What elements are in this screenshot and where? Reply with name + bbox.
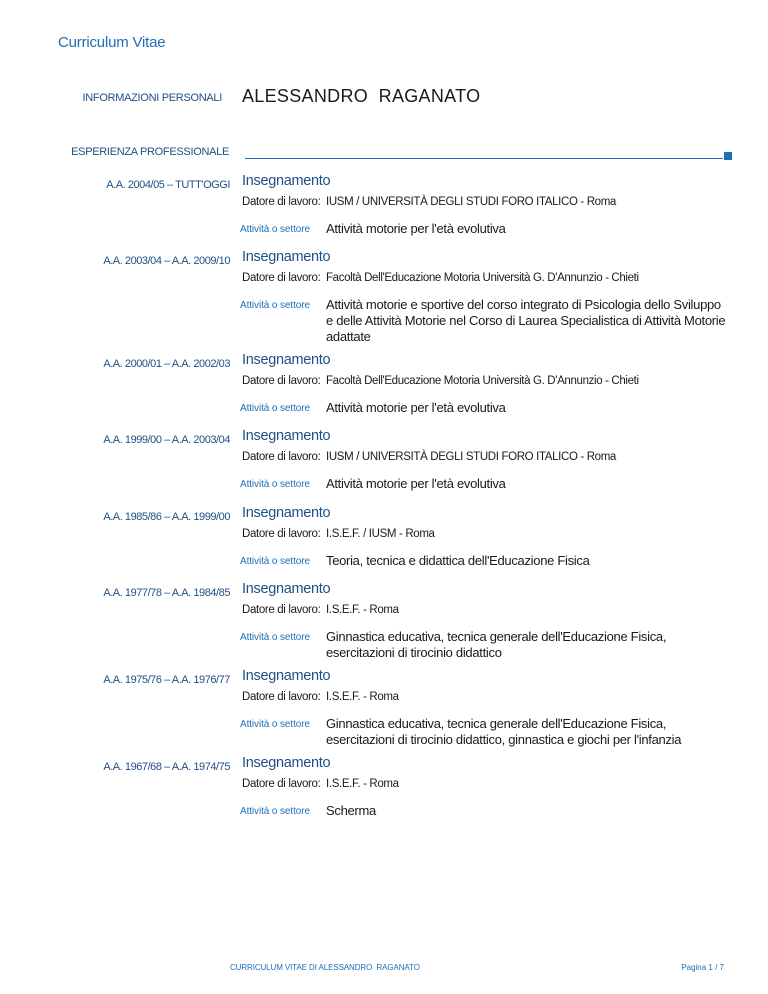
entry-role: Insegnamento <box>242 755 331 771</box>
document-title: Curriculum Vitae <box>58 34 166 51</box>
entry-date: A.A. 1967/68 – A.A. 1974/75 <box>103 761 230 773</box>
employer-line <box>242 451 616 463</box>
entry-role: Insegnamento <box>242 249 331 265</box>
employer-label: Datore di lavoro: <box>242 528 321 540</box>
activity-label: Attività o settore <box>240 403 310 414</box>
employer-name: Facoltà Dell'Educazione Motoria Università G. D'Annunzio - Chieti <box>326 375 639 387</box>
experience-section-heading: ESPERIENZA PROFESSIONALE <box>71 146 229 158</box>
employer-name: I.S.E.F. - Roma <box>326 691 399 703</box>
entry-date: A.A. 1977/78 – A.A. 1984/85 <box>103 587 230 599</box>
employer-name: IUSM / UNIVERSITÀ DEGLI STUDI FORO ITALICO - Roma <box>326 451 616 463</box>
employer-label: Datore di lavoro: <box>242 375 321 387</box>
employer-line <box>242 196 616 208</box>
employer-line <box>242 272 639 284</box>
footer-document-name: CURRICULUM VITAE DI ALESSANDRO RAGANATO <box>230 963 420 972</box>
footer-page-number: Pagina 1 / 7 <box>681 963 724 972</box>
employer-line <box>242 604 399 616</box>
employer-name: I.S.E.F. / IUSM - Roma <box>326 528 435 540</box>
employer-name: I.S.E.F. - Roma <box>326 778 399 790</box>
entry-date: A.A. 2000/01 – A.A. 2002/03 <box>103 358 230 370</box>
activity-text: Attività motorie per l'età evolutiva <box>326 400 506 415</box>
activity-text: Teoria, tecnica e didattica dell'Educazione Fisica <box>326 553 590 568</box>
entry-role: Insegnamento <box>242 352 331 368</box>
activity-text: Attività motorie e sportive del corso integrato di Psicologia dello Sviluppo e delle Attività Motorie nel Corso di Laurea Specialistica di Attività Motorie adattate <box>326 297 726 344</box>
entry-role: Insegnamento <box>242 505 331 521</box>
activity-label: Attività o settore <box>240 300 310 311</box>
employer-name: Facoltà Dell'Educazione Motoria Università G. D'Annunzio - Chieti <box>326 272 639 284</box>
entry-role: Insegnamento <box>242 428 331 444</box>
activity-text: Attività motorie per l'età evolutiva <box>326 476 506 491</box>
employer-label: Datore di lavoro: <box>242 691 321 703</box>
employer-label: Datore di lavoro: <box>242 778 321 790</box>
entry-date: A.A. 1985/86 – A.A. 1999/00 <box>103 511 230 523</box>
entry-date: A.A. 2004/05 – TUTT'OGGI <box>106 179 230 191</box>
employer-name: I.S.E.F. - Roma <box>326 604 399 616</box>
activity-text: Ginnastica educativa, tecnica generale dell'Educazione Fisica, esercitazioni di tirocinio didattico <box>326 629 667 660</box>
employer-line <box>242 375 639 387</box>
employer-line <box>242 528 435 540</box>
employer-line <box>242 778 399 790</box>
employer-label: Datore di lavoro: <box>242 196 321 208</box>
employer-name: IUSM / UNIVERSITÀ DEGLI STUDI FORO ITALICO - Roma <box>326 196 616 208</box>
employer-label: Datore di lavoro: <box>242 451 321 463</box>
activity-label: Attività o settore <box>240 224 310 235</box>
activity-text: Scherma <box>326 803 376 818</box>
activity-label: Attività o settore <box>240 632 310 643</box>
entry-date: A.A. 1975/76 – A.A. 1976/77 <box>103 674 230 686</box>
employer-label: Datore di lavoro: <box>242 272 321 284</box>
entry-role: Insegnamento <box>242 668 331 684</box>
activity-label: Attività o settore <box>240 806 310 817</box>
entry-date: A.A. 1999/00 – A.A. 2003/04 <box>103 434 230 446</box>
employer-label: Datore di lavoro: <box>242 604 321 616</box>
entry-date: A.A. 2003/04 – A.A. 2009/10 <box>103 255 230 267</box>
person-name: ALESSANDRO RAGANATO <box>242 86 481 106</box>
activity-label: Attività o settore <box>240 556 310 567</box>
entry-role: Insegnamento <box>242 581 331 597</box>
activity-label: Attività o settore <box>240 719 310 730</box>
entry-role: Insegnamento <box>242 173 331 189</box>
employer-line <box>242 691 399 703</box>
activity-text: Attività motorie per l'età evolutiva <box>326 221 506 236</box>
activity-text: Ginnastica educativa, tecnica generale dell'Educazione Fisica, esercitazioni di tirocinio didattico, ginnastica e giochi per l'infanzia <box>326 716 682 747</box>
activity-label: Attività o settore <box>240 479 310 490</box>
personal-info-label: INFORMAZIONI PERSONALI <box>82 92 222 104</box>
